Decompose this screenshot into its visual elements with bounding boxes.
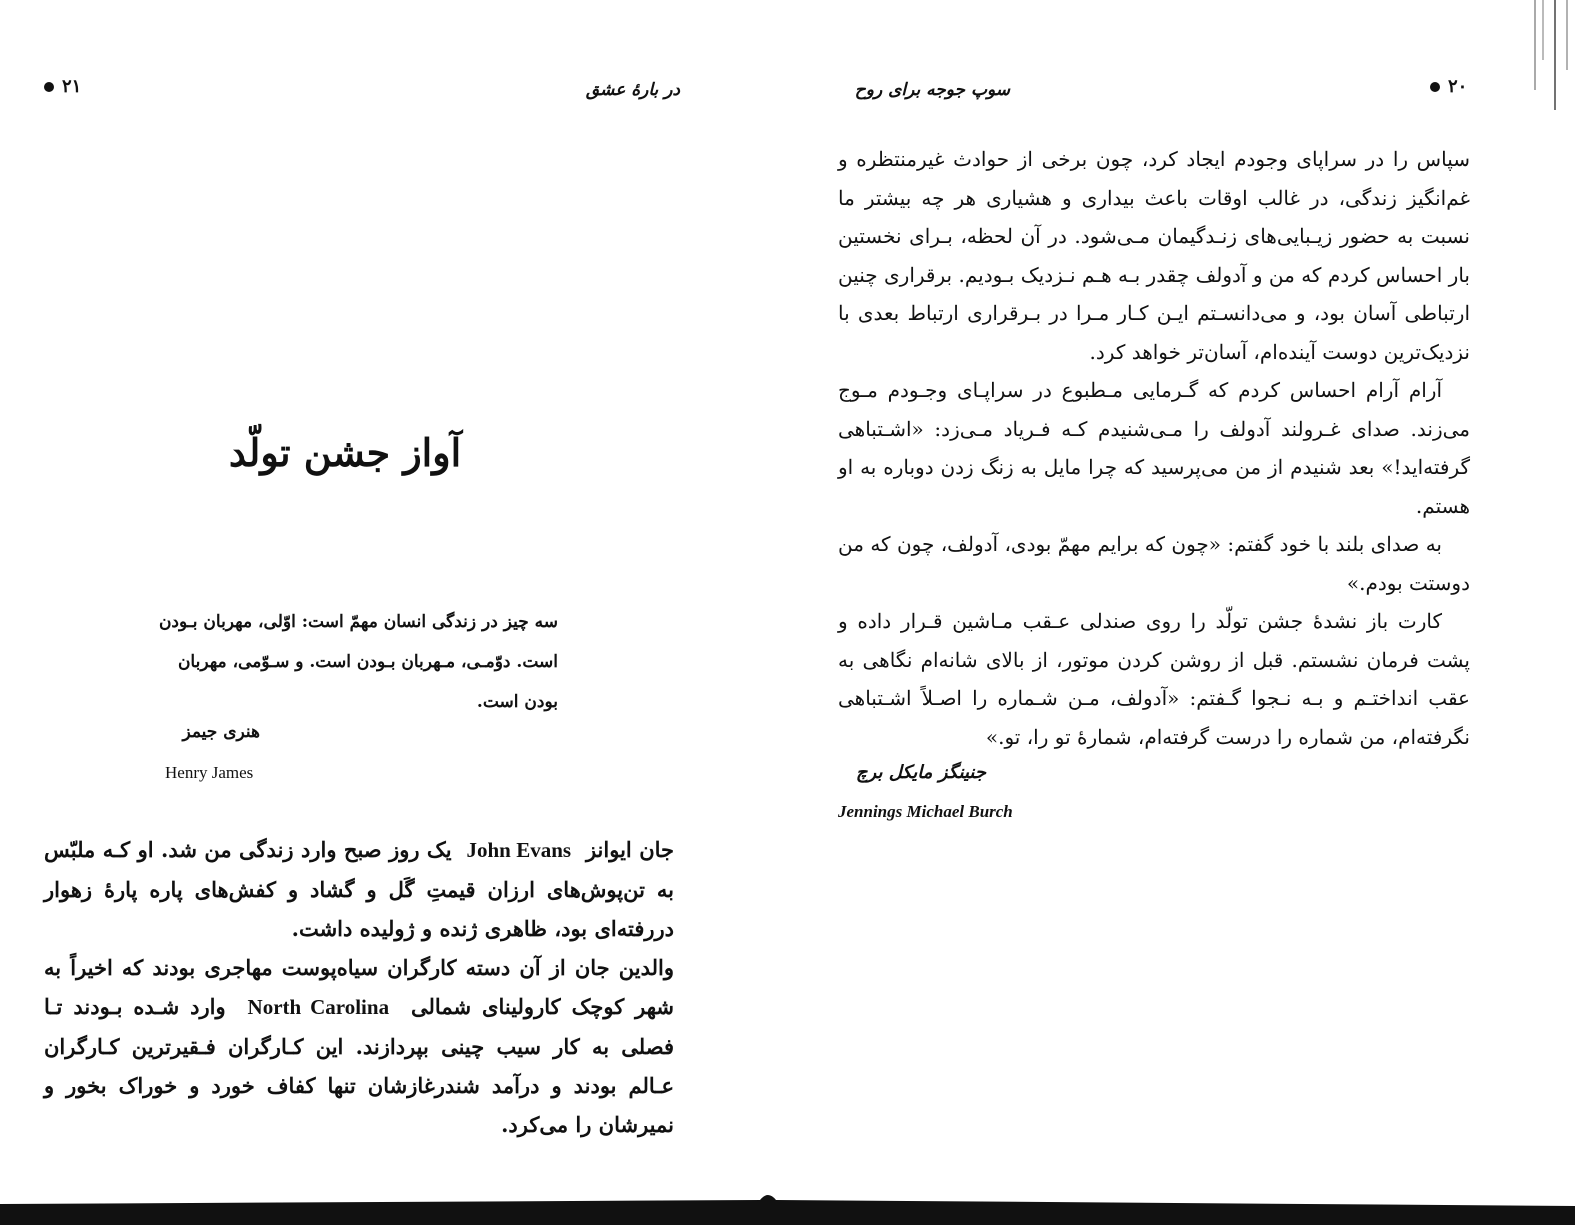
english-name: John Evans <box>466 838 572 862</box>
english-place-name: North Carolina <box>247 995 390 1019</box>
left-page-number-text: ۲۱ <box>62 76 82 97</box>
body-paragraph <box>44 830 674 948</box>
right-page-number <box>1430 76 1467 97</box>
body-paragraph <box>44 948 674 1144</box>
body-paragraph: به صدای بلند با خود گفتم: «چون که برایم مهمّ بودی، آدولف، چون که من دوستت بودم.» <box>838 532 1470 595</box>
left-page-number <box>44 76 81 97</box>
left-running-head: در بارهٔ عشق <box>585 80 680 100</box>
epigraph-author-english: Henry James <box>165 763 254 782</box>
body-text: والدین جان از آن دسته کارگران سیاه‌پوست مهاجری بودند که اخیراً به شهر کوچک کارولینای شمالی <box>44 955 675 1019</box>
epigraph-text: سه چیز در زندگی انسان مهمّ است: اوّلی، مهربان بـودن است. دوّمـی، مـهربان بـودن است. و سـوّمی، مهربان بودن است. <box>158 612 558 712</box>
bullet-dot-icon <box>44 82 54 92</box>
story-author-english: Jennings Michael Burch <box>838 802 1013 821</box>
body-text: یک روز صبح وارد زندگی من شد. او کـه ملبّس به تن‌پوش‌های ارزان قیمتِ گَل و گشاد و کفش‌های پاره پارهٔ زهوار دررفته‌ای بود، ظاهری ژنده و ژولیده داشت. <box>44 837 674 941</box>
body-paragraph: کارت باز نشدهٔ جشن تولّد را روی صندلی عـقب مـاشین قـرار داده و پشت فرمان نشستم. قبل از روشن کردن موتور، از بالای شانه‌ام نگاهی به عقب انداختـم و بـه نـجوا گـفتم: «آدولف، مـن شـماره را اصـلاً اشـتباهی نگرفته‌ام، من شماره را درست گرفته‌ام، شمارهٔ تو را، تو.» <box>838 609 1470 749</box>
right-page <box>770 0 1575 1225</box>
left-body-text <box>44 830 674 1144</box>
scan-edge-marks <box>1525 0 1575 130</box>
right-running-head: سوپ جوجه برای روح <box>854 80 1010 100</box>
bullet-dot-icon <box>1430 82 1440 92</box>
right-page-number-text: ۲۰ <box>1448 76 1468 97</box>
body-paragraph: سپاس را در سراپای وجودم ایجاد کرد، چون برخی از حوادث غیرمنتظره و غم‌انگیز زندگی، در غالب اوقات باعث بیداری و هشیاری هر چه بیشتر ما نسبت به حضور زیـبایی‌های زنـدگیمان مـی‌شود. در آن لحظه، بـرای نخستین بار احساس کردم که من و آدولف چقدر بـه هـم نـزدیک بـودیم. برقراری چنین ارتباطی آسان بود، و می‌دانسـتم ایـن کـار مـرا در بـرقراری ارتباط بعدی با نزدیک‌ترین دوست آینده‌ام، آسان‌تر خواهد کرد. <box>838 147 1470 364</box>
scan-bottom-shadow <box>0 1190 1575 1225</box>
chapter-title: آواز جشن تولّد <box>228 430 462 475</box>
story-author-persian: جنینگز مایکل برچ <box>855 762 986 783</box>
right-body-text <box>838 140 1470 756</box>
body-paragraph: آرام آرام احساس کردم که گـرمایی مـطبوع در سراپـای وجـودم مـوج می‌زند. صدای غـرولند آدولف را مـی‌شنیدم کـه فـریاد مـی‌زد: «اشـتباهی گرفته‌اید!» بعد شنیدم از من می‌پرسید که چرا مایل به زنگ زدن دوباره به او هستم. <box>838 378 1470 518</box>
left-page <box>0 0 770 1225</box>
body-text: وارد شـده بـودند تـا فصلی به کار سیب چینی بپردازند. این کـارگران فـقیرترین کـارگران عـالم بودند و درآمد شندرغازشان تنها کفاف خورد و خوراک بخور و نمیرشان را می‌کرد. <box>44 994 674 1137</box>
body-text: جان ایوانز <box>585 837 675 862</box>
epigraph-author-persian: هنری جیمز <box>182 722 260 742</box>
